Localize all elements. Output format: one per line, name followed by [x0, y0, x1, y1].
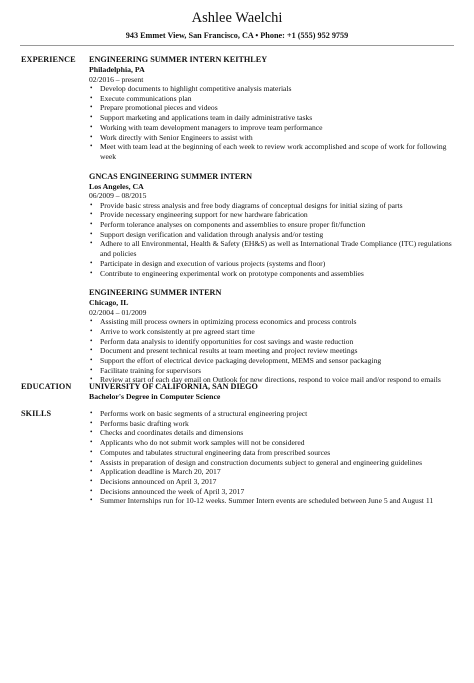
- bullet-item: [89, 103, 454, 113]
- bullet-icon: •: [90, 496, 93, 505]
- bullet-item: [89, 317, 454, 327]
- bullet-text: Perform data analysis to identify opportunities for cost savings and waste reduction: [100, 336, 354, 346]
- bullet-item: [89, 337, 454, 347]
- section-label-education: EDUCATION: [21, 382, 72, 391]
- bullet-icon: •: [90, 200, 93, 209]
- job-bullets: [89, 201, 454, 279]
- bullet-item: [89, 210, 454, 220]
- bullet-icon: •: [90, 326, 93, 335]
- bullet-item: [89, 356, 454, 366]
- bullet-text: Provide necessary engineering support for new hardware fabrication: [100, 210, 308, 220]
- bullet-item: [89, 133, 454, 143]
- bullet-item: [89, 123, 454, 133]
- job-entry: [89, 288, 454, 385]
- skills-entry: [89, 409, 454, 506]
- skill-item: [89, 448, 454, 458]
- skills-list: [89, 409, 454, 506]
- school-name: UNIVERSITY OF CALIFORNIA, SAN DIEGO: [89, 382, 258, 391]
- bullet-item: [89, 239, 454, 258]
- bullet-text: Facilitate training for supervisors: [100, 365, 202, 375]
- bullet-icon: •: [90, 93, 93, 102]
- job-bullets: [89, 84, 454, 162]
- bullet-text: Document and present technical results at team meeting and project review meetings: [100, 346, 358, 356]
- skill-text: Checks and coordinates details and dimensions: [100, 428, 244, 438]
- bullet-icon: •: [90, 467, 93, 476]
- skill-text: Decisions announced on April 3, 2017: [100, 476, 217, 486]
- bullet-icon: •: [90, 229, 93, 238]
- skill-item: [89, 496, 454, 506]
- job-location: Philadelphia, PA: [89, 65, 145, 74]
- bullet-item: [89, 259, 454, 269]
- skill-text: Applicants who do not submit work samples will not be considered: [100, 438, 305, 448]
- job-entry: [89, 172, 454, 279]
- skill-text: Decisions announced the week of April 3, 2017: [100, 486, 245, 496]
- header-divider: [20, 45, 454, 46]
- job-title: ENGINEERING SUMMER INTERN: [89, 288, 222, 298]
- job-location: Los Angeles, CA: [89, 181, 144, 191]
- job-title: GNCAS ENGINEERING SUMMER INTERN: [89, 171, 253, 181]
- job-bullets: [89, 317, 454, 385]
- bullet-text: Perform tolerance analyses on components and assemblies to ensure proper fit/function: [100, 220, 366, 230]
- skill-text: Performs work on basic segments of a structural engineering project: [100, 409, 308, 418]
- skill-item: [89, 458, 454, 468]
- bullet-icon: •: [90, 476, 93, 485]
- bullet-icon: •: [90, 84, 93, 92]
- bullet-text: Assisting mill process owners in optimizing process economics and process controls: [100, 317, 357, 327]
- bullet-text: Meet with team lead at the beginning of each week to review work accomplished and scope of work for following week: [100, 142, 447, 161]
- bullet-text: Execute communications plan: [100, 93, 192, 103]
- bullet-text: Support marketing and applications team in daily administrative tasks: [100, 113, 313, 123]
- bullet-item: [89, 366, 454, 376]
- bullet-icon: •: [90, 142, 93, 151]
- bullet-item: [89, 230, 454, 240]
- job-dates: 02/2004 – 01/2009: [89, 307, 147, 317]
- education-entry: [89, 382, 454, 402]
- bullet-text: Working with team development managers to improve team performance: [100, 122, 323, 132]
- bullet-icon: •: [90, 447, 93, 456]
- skill-text: Application deadline is March 20, 2017: [100, 467, 221, 477]
- bullet-icon: •: [90, 122, 93, 131]
- job-dates: 06/2009 – 08/2015: [89, 191, 147, 201]
- bullet-item: [89, 269, 454, 279]
- skill-text: Summer Internships run for 10-12 weeks. Summer Intern events are scheduled between June 5 and August 11: [100, 496, 434, 506]
- bullet-item: [89, 220, 454, 230]
- skill-item: [89, 487, 454, 497]
- bullet-text: Prepare promotional pieces and videos: [100, 103, 218, 113]
- resume-header: [0, 0, 474, 41]
- skill-item: [89, 409, 454, 419]
- bullet-icon: •: [90, 457, 93, 466]
- bullet-icon: •: [90, 317, 93, 326]
- skill-text: Computes and tabulates structural engineering data from prescribed sources: [100, 447, 331, 457]
- bullet-text: Support the effort of electrical device packaging development, MEMS and sensor packaging: [100, 356, 382, 366]
- skill-item: [89, 467, 454, 477]
- bullet-text: Work directly with Senior Engineers to assist with: [100, 132, 253, 142]
- bullet-icon: •: [90, 268, 93, 277]
- degree: Bachelor's Degree in Computer Science: [89, 392, 221, 401]
- bullet-icon: •: [90, 336, 93, 345]
- skill-text: Performs basic drafting work: [100, 418, 189, 428]
- job-location: Chicago, IL: [89, 298, 129, 308]
- skill-item: [89, 438, 454, 448]
- bullet-icon: •: [90, 210, 93, 219]
- bullet-item: [89, 201, 454, 211]
- section-label-skills: SKILLS: [21, 409, 52, 418]
- bullet-icon: •: [90, 438, 93, 447]
- bullet-text: Contribute to engineering experimental work on prototype components and assemblies: [100, 268, 364, 278]
- bullet-icon: •: [90, 486, 93, 495]
- bullet-item: [89, 327, 454, 337]
- section-label-experience: EXPERIENCE: [21, 55, 76, 64]
- bullet-text: Adhere to all Environmental, Health & Safety (EH&S) as well as International Trade Compliance (ITC) regulations and policies: [100, 239, 452, 259]
- bullet-item: [89, 142, 454, 161]
- experience-list: [89, 55, 454, 395]
- bullet-text: Provide basic stress analysis and free body diagrams of conceptual designs for initial sizing of parts: [100, 200, 403, 210]
- bullet-icon: •: [90, 375, 93, 384]
- applicant-name: Ashlee Waelchi: [191, 10, 283, 26]
- bullet-icon: •: [90, 103, 93, 112]
- bullet-icon: •: [90, 239, 93, 248]
- bullet-icon: •: [90, 428, 93, 437]
- bullet-icon: •: [90, 365, 93, 374]
- bullet-text: Participate in design and execution of various projects (systems and floor): [100, 258, 326, 268]
- bullet-icon: •: [90, 409, 93, 417]
- bullet-item: [89, 346, 454, 356]
- bullet-icon: •: [90, 220, 93, 229]
- bullet-item: [89, 113, 454, 123]
- bullet-icon: •: [90, 418, 93, 427]
- skill-item: [89, 428, 454, 438]
- bullet-item: [89, 94, 454, 104]
- contact-line: 943 Emmet View, San Francisco, CA • Phone: +1 (555) 952 9759: [125, 31, 349, 40]
- job-title: ENGINEERING SUMMER INTERN KEITHLEY: [89, 55, 268, 64]
- skill-item: [89, 477, 454, 487]
- bullet-icon: •: [90, 346, 93, 355]
- job-entry: [89, 55, 454, 162]
- bullet-text: Arrive to work consistently at pre agreed start time: [100, 326, 255, 336]
- skill-text: Assists in preparation of design and construction documents subject to general and engineering guidelines: [100, 457, 423, 467]
- bullet-icon: •: [90, 356, 93, 365]
- bullet-icon: •: [90, 113, 93, 122]
- bullet-text: Support design verification and validation through analysis and/or testing: [100, 229, 324, 239]
- bullet-item: [89, 84, 454, 94]
- bullet-text: Develop documents to highlight competitive analysis materials: [100, 84, 292, 93]
- bullet-text: Review at start of each day email on Outlook for new directions, respond to voice mail and/or respond to emails: [100, 375, 441, 385]
- skill-item: [89, 419, 454, 429]
- bullet-icon: •: [90, 258, 93, 267]
- bullet-icon: •: [90, 132, 93, 141]
- job-dates: 02/2016 – present: [89, 74, 144, 84]
